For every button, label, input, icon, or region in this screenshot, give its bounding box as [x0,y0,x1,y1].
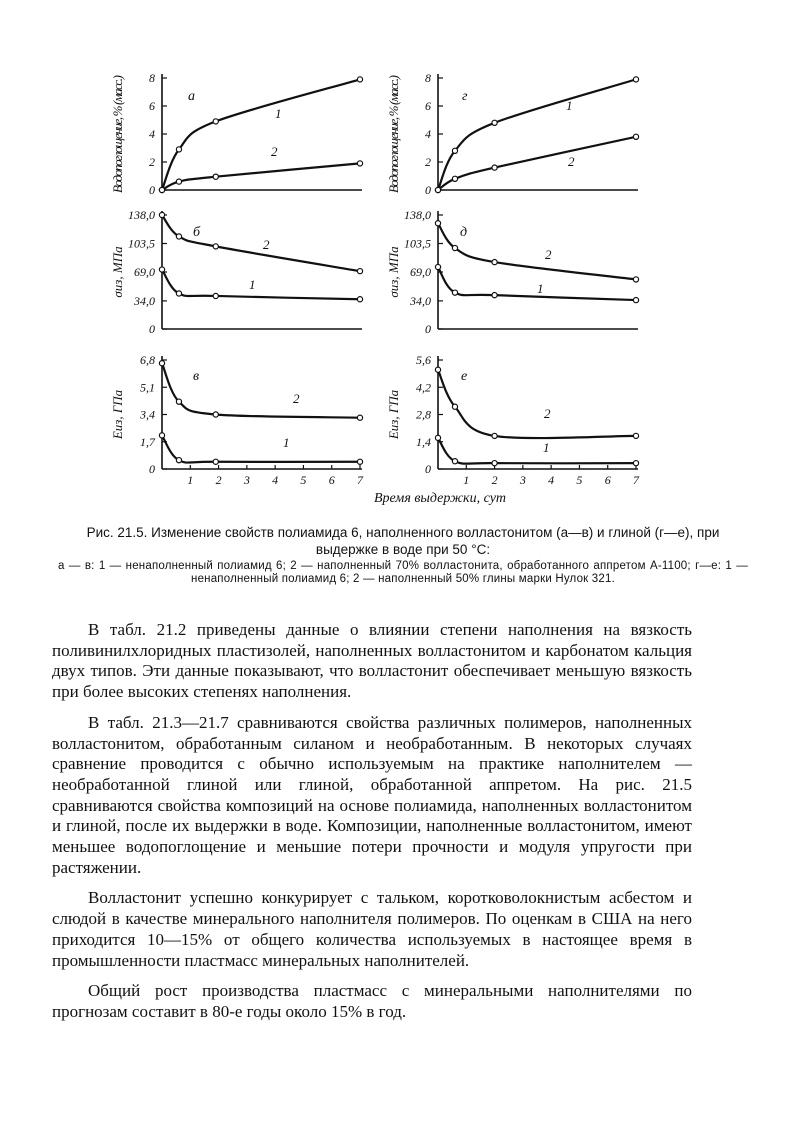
data-point [159,433,164,438]
y-axis-title: σиз, МПа [386,246,401,298]
y-axis-title: Водопоглощение, % (масс.) [386,75,401,193]
data-point [492,433,497,438]
y-tick-label: 0 [425,183,431,197]
data-point [492,461,497,466]
data-point [435,221,440,226]
x-tick-label: 7 [357,473,363,487]
x-tick-label: 6 [328,473,335,487]
curve-label: 1 [537,281,544,296]
data-point [213,174,218,179]
y-tick-label: 8 [149,71,155,85]
y-tick-label: 69,0 [410,265,431,279]
paragraph: В табл. 21.2 приведены данные о влиянии степени наполнения на вязкость поливинилхлоридных пластизолей, наполненных волластонитом и карбонатом кальция двух типов. Эти данные показывают, что волластонит обеспечивает меньшую вязкость при более высоких степенях наполнения. [52,620,692,702]
curve-label: 1 [283,435,290,450]
y-tick-label: 4 [425,127,431,141]
data-point [159,361,164,366]
series-line-2 [162,363,360,418]
panel-label: б [193,225,201,240]
data-point [357,269,362,274]
x-tick-label: 2 [215,473,222,487]
y-tick-label: 0 [149,183,155,197]
x-tick-label: 4 [272,473,279,487]
curve-label: 1 [566,98,573,113]
data-point [492,259,497,264]
data-point [176,399,181,404]
data-point [159,267,164,272]
y-tick-label: 5,1 [140,380,155,395]
data-point [633,77,638,82]
y-tick-label: 5,6 [416,353,431,367]
y-tick-label: 103,5 [404,236,431,251]
x-tick-label: 3 [243,473,250,487]
data-point [213,412,218,417]
x-tick-label: 3 [519,473,526,487]
curve-label: 1 [543,440,550,455]
curve-label: 1 [249,277,256,292]
y-tick-label: 1,7 [140,434,155,449]
data-point [633,433,638,438]
series-line-1 [438,438,636,464]
x-tick-label: 1 [187,473,194,487]
y-axis-title: Eиз, ГПа [110,389,125,440]
panel-label: д [460,225,468,240]
y-tick-label: 34,0 [134,293,155,308]
y-axis-title: Eиз, ГПа [386,389,401,440]
y-axis-title: Водопоглощение, % (масс.) [110,75,125,193]
y-tick-label: 2 [425,155,431,169]
panel-label: в [193,369,200,384]
curve-label: 2 [263,237,270,252]
data-point [492,293,497,298]
data-point [435,435,440,440]
series-line-1 [162,435,360,462]
curve-label: 1 [275,106,282,121]
paragraph: Волластонит успешно конкурирует с тальком, коротковолокнистым асбестом и слюдой в качестве минерального наполнителя полимеров. По оценкам в США на него приходится 10—15% от общего количества используемых в настоящее время в промышленности пластмасс минеральных наполнителей. [52,888,692,970]
data-point [633,461,638,466]
curve-label: 2 [544,406,551,421]
figure-charts [0,0,795,520]
data-point [633,277,638,282]
panel-label: г [462,89,468,104]
series-line-2 [438,370,636,438]
data-point [176,458,181,463]
y-tick-label: 103,5 [128,236,155,251]
panel-label: а [188,89,195,104]
data-point [452,176,457,181]
data-point [452,459,457,464]
y-tick-label: 3,4 [140,407,155,422]
data-point [357,415,362,420]
data-point [176,147,181,152]
data-point [452,404,457,409]
data-point [176,179,181,184]
y-tick-label: 69,0 [134,265,155,279]
series-line-2 [438,137,636,190]
y-tick-label: 6,8 [140,353,155,367]
data-point [435,264,440,269]
series-line-2 [438,223,636,279]
y-tick-label: 0 [149,322,155,336]
data-point [213,119,218,124]
x-tick-label: 1 [463,473,470,487]
series-line-1 [162,270,360,300]
y-tick-label: 138,0 [404,208,431,222]
y-tick-label: 4,2 [416,380,431,395]
y-tick-label: 138,0 [128,208,155,222]
series-line-2 [162,215,360,271]
y-tick-label: 0 [149,462,155,476]
data-point [176,234,181,239]
series-line-2 [162,163,360,190]
data-point [435,187,440,192]
data-point [213,459,218,464]
y-tick-label: 8 [425,71,431,85]
data-point [213,293,218,298]
data-point [357,77,362,82]
figure-legend: а — в: 1 — ненаполненный полиамид 6; 2 — наполненный 70% волластонита, обработанного аппретом А-1100; г—е: 1 — ненаполненный полиамид 6; 2 — наполненный 50% глины марки Нулок 321. [58,560,748,585]
data-point [633,134,638,139]
curve-label: 2 [545,247,552,262]
y-tick-label: 0 [425,322,431,336]
data-point [159,212,164,217]
data-point [492,120,497,125]
y-tick-label: 4 [149,127,155,141]
y-tick-label: 6 [425,99,431,113]
x-tick-label: 7 [633,473,639,487]
paragraph: Общий рост производства пластмасс с минеральными наполнителями по прогнозам составит в 80-е годы около 15% в год. [52,981,692,1021]
data-point [213,244,218,249]
y-tick-label: 2 [149,155,155,169]
data-point [176,291,181,296]
paragraph: В табл. 21.3—21.7 сравниваются свойства различных полимеров, наполненных волластонитом, обработанным силаном и необработанным. В некоторых случаях сравнение проводится с обычно используемым на практике наполнителем — необработанной глиной или глиной, обработанной аппретом. На рис. 21.5 сравниваются свойства композиций на основе полиамида, наполненных волластонитом и глиной, после их выдержки в воде. Композиции, наполненные волластонитом, имеют меньшее водопоглощение и меньшие потери прочности и модуля упругости при растяжении. [52,712,692,877]
data-point [452,245,457,250]
x-axis-title: Время выдержки, сут [373,491,507,506]
x-tick-label: 5 [300,473,307,487]
y-axis-title: σиз, МПа [110,246,125,298]
curve-label: 2 [271,144,278,159]
data-point [159,187,164,192]
x-tick-label: 4 [548,473,555,487]
data-point [357,297,362,302]
x-tick-label: 5 [576,473,583,487]
data-point [633,297,638,302]
x-tick-label: 6 [604,473,611,487]
y-tick-label: 34,0 [410,293,431,308]
data-point [452,290,457,295]
body-text [52,620,692,1033]
y-tick-label: 0 [425,462,431,476]
data-point [357,161,362,166]
data-point [435,367,440,372]
data-point [357,459,362,464]
curve-label: 2 [293,391,300,406]
figure-caption: Рис. 21.5. Изменение свойств полиамида 6, наполненного волластонитом (а—в) и глиной (г—е), при выдержке в воде при 50 °С: [86,525,720,557]
y-tick-label: 1,4 [416,434,431,449]
data-point [492,165,497,170]
curve-label: 2 [568,154,575,169]
y-tick-label: 6 [149,99,155,113]
x-tick-label: 2 [491,473,498,487]
panel-label: е [461,369,468,384]
data-point [452,148,457,153]
y-tick-label: 2,8 [416,407,431,422]
